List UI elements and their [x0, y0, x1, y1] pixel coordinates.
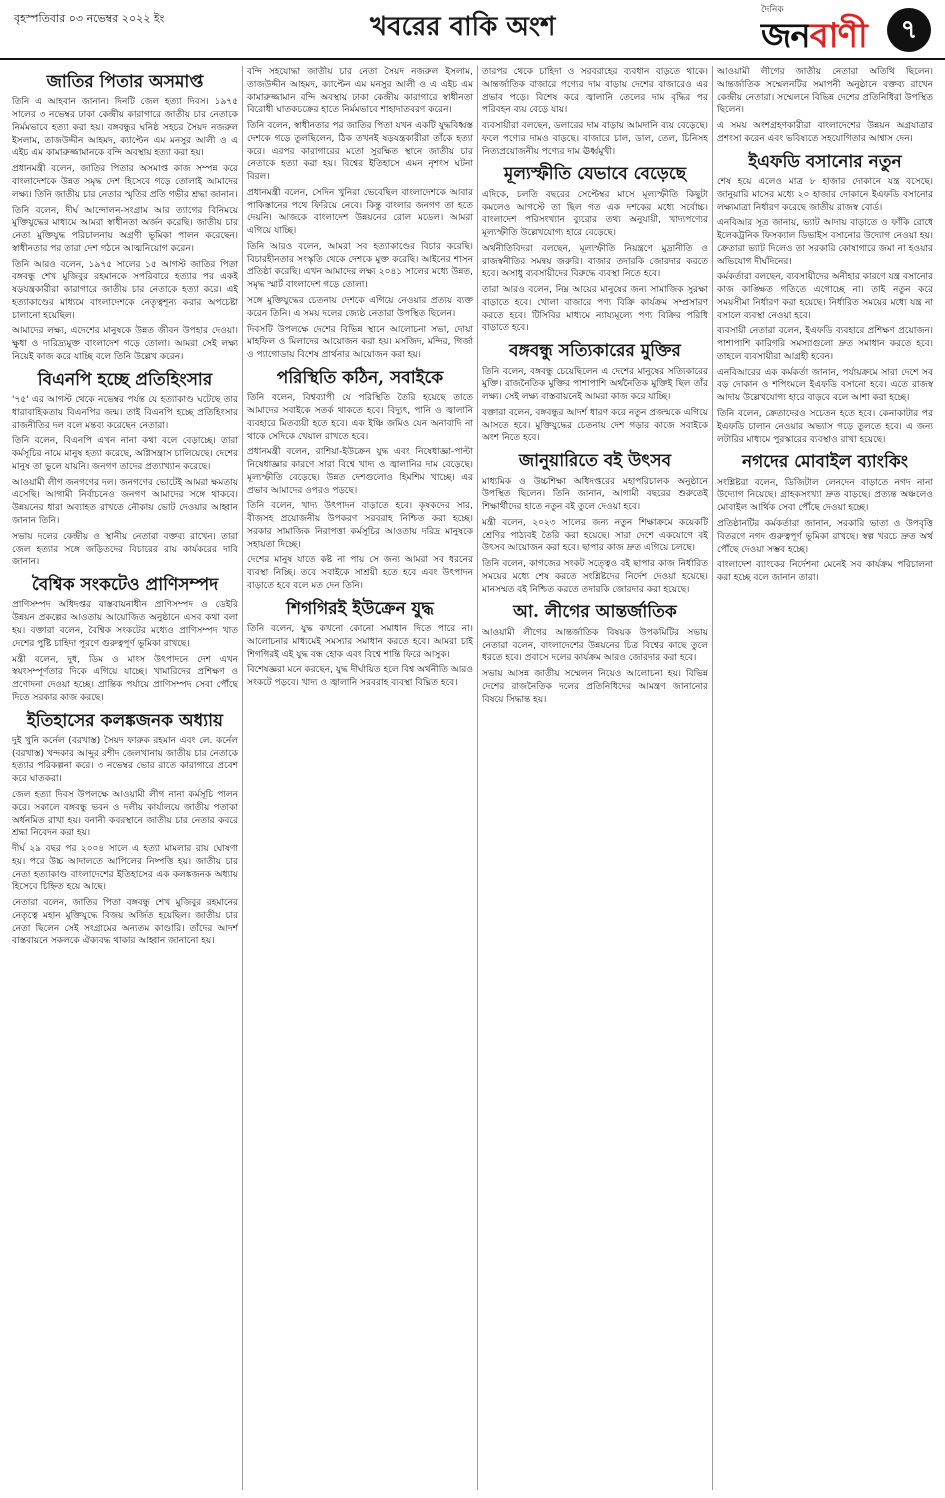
- news-article: [717, 66, 933, 146]
- article-headline: ইতিহাসের কলঙ্কজনক অধ্যায়: [26, 710, 224, 731]
- logo-small-text: দৈনিক: [761, 5, 784, 15]
- article-paragraph: তিনি আরও বলেন, ১৯৭৫ সালের ১৫ আগস্ট জাতির পিতা বঙ্গবন্ধু শেখ মুজিবুর রহমানকে সপরিবারে হত্যার পর একই ষড়যন্ত্রকারীরা কারাগারে জাতীয় চার নেতাকে হত্যা করে। এই হত্যাকাণ্ডের মাধ্যমে বাংলাদেশকে নেতৃত্বশূন্য করার অপচেষ্টা চালানো হয়েছিল।: [12, 259, 238, 321]
- article-paragraph: মাধ্যমিক ও উচ্চশিক্ষা অধিদপ্তরের মহাপরিচালক অনুষ্ঠানে উপস্থিত ছিলেন। তিনি জানান, আগামী বছরের শুরুতেই শিক্ষার্থীদের হাতে নতুন বই তুলে দেওয়া হবে।: [482, 476, 708, 513]
- article-paragraph: আওয়ামী লীগ জনগণের দল। জনগণের ভোটেই আমরা ক্ষমতায় এসেছি। আগামী নির্বাচনেও জনগণ আমাদের সঙ্গে থাকবে। উন্নয়নের ধারা অব্যাহত রাখতে নৌকায় ভোট দেওয়ার আহ্বান জানান তিনি।: [12, 477, 238, 526]
- news-article: [482, 164, 708, 335]
- article-paragraph: প্রধানমন্ত্রী বলেন, রাশিয়া-ইউক্রেন যুদ্ধ এবং নিষেধাজ্ঞা-পাল্টা নিষেধাজ্ঞার কারণে সারা বিশ্বে খাদ্য ও জ্বালানির দাম বেড়েছে। মূল্যস্ফীতি বেড়েছে। উন্নত দেশগুলোও হিমশিম খাচ্ছে। এর প্রভাব আমাদের ওপরও পড়ছে।: [247, 447, 473, 496]
- news-article: [12, 370, 238, 569]
- article-paragraph: শেষ হয়ে এলেও মাত্র ৮ হাজার দোকানে যন্ত্র বসেছে। জানুয়ারি মাসের মধ্যে ২০ হাজার দোকানে ইএফডি বসানোর লক্ষ্যমাত্রা নির্ধারণ করেছে জাতীয় রাজস্ব বোর্ড।: [717, 176, 933, 213]
- article-paragraph: প্রধানমন্ত্রী বলেন, সেদিন খুনিরা ভেবেছিল বাংলাদেশকে আবার পাকিস্তানের পথে ফিরিয়ে নেবে। কিন্তু বাংলার জনগণ তা হতে দেয়নি। আজকে বাংলাদেশ উন্নয়নের রোল মডেল। আমরা এগিয়ে যাচ্ছি।: [247, 187, 473, 237]
- article-paragraph: তিনি বলেন, কাগজের সংকট সত্ত্বেও বই ছাপার কাজ নির্ধারিত সময়ের মধ্যে শেষ করতে সংশ্লিষ্টদের নির্দেশ দেওয়া হয়েছে। মানসম্মত বই নিশ্চিত করতে তদারকি জোরদার করা হয়েছে।: [482, 559, 708, 595]
- article-paragraph: বক্তারা বলেন, বঙ্গবন্ধুর আদর্শ ধারণ করে নতুন প্রজন্মকে এগিয়ে আসতে হবে। মুক্তিযুদ্ধের চেতনায় দেশ গড়ার কাজে সবাইকে অংশ নিতে হবে।: [482, 407, 708, 444]
- article-headline: শিগগিরই ইউক্রেন যুদ্ধ: [286, 598, 434, 619]
- article-paragraph: কর্মকর্তারা বলছেন, ব্যবসায়ীদের অনীহার কারণে যন্ত্র বসানোর কাজ কাঙ্ক্ষিত গতিতে এগোচ্ছে না। তাই নতুন করে সময়সীমা নির্ধারণ করা হয়েছে। নির্ধারিত সময়ের মধ্যে যন্ত্র না বসালে ব্যবস্থা নেওয়া হবে।: [717, 272, 933, 321]
- article-paragraph: আওয়ামী লীগের আন্তর্জাতিক বিষয়ক উপকমিটির সভায় নেতারা বলেন, বাংলাদেশের উন্নয়নের চিত্র বিশ্বের কাছে তুলে ধরতে হবে। প্রবাসে দলের কার্যক্রম আরও জোরদার করা হবে।: [482, 627, 708, 664]
- article-paragraph: তিনি বলেন, দীর্ঘ আন্দোলন-সংগ্রাম আর ত্যাগের বিনিময়ে মুক্তিযুদ্ধের মাধ্যমে আমরা স্বাধীনতা অর্জন করেছি। জাতীয় চার নেতা মুক্তিযুদ্ধ পরিচালনায় অগ্রণী ভূমিকা পালন করেছেন। স্বাধীনতার পর তারা দেশ গঠনে আত্মনিয়োগ করেন।: [12, 205, 238, 254]
- news-article: [717, 452, 933, 585]
- article-headline: বিএনপি হচ্ছে প্রতিহিংসার: [37, 369, 213, 390]
- article-paragraph: আমাদের লক্ষ্য, এদেশের মানুষকে উন্নত জীবন উপহার দেওয়া। ক্ষুধা ও দারিদ্র্যমুক্ত বাংলাদেশ গড়ে তোলা। আমরা সেই লক্ষ্য নিয়েই কাজ করে যাচ্ছি বলে তিনি উল্লেখ করেন।: [12, 326, 238, 362]
- news-article: [482, 341, 708, 445]
- article-paragraph: সংশ্লিষ্টরা বলেন, ডিজিটাল লেনদেন বাড়াতে নগদ নানা উদ্যোগ নিয়েছে। গ্রাহকসংখ্যা দ্রুত বাড়ছে। প্রত্যন্ত অঞ্চলেও মোবাইল আর্থিক সেবা পৌঁছে দেওয়া হচ্ছে।: [717, 477, 933, 514]
- column-divider: [712, 66, 713, 1490]
- newspaper-logo: [751, 2, 931, 60]
- article-paragraph: দুই খুনি কর্নেল (বরখাস্ত) সৈয়দ ফারুক রহমান এবং লে. কর্নেল (বরখাস্ত) খন্দকার আব্দুর রশীদ জেলখানায় জাতীয় চার নেতাকে হত্যার পরিকল্পনা করে। ৩ নভেম্বর ভোর রাতে কারাগারে প্রবেশ করে ঘাতকরা।: [12, 735, 238, 785]
- news-article: [247, 66, 473, 362]
- article-headline: পরিস্থিতি কঠিন, সবাইকে: [276, 367, 444, 388]
- article-paragraph: তিনি বলেন, বিশ্বব্যাপী যে পরিস্থিতি তৈরি হয়েছে তাতে আমাদের সবাইকে সতর্ক থাকতে হবে। বিদ্যুৎ, পানি ও জ্বালানি ব্যবহারে মিতব্যয়ী হতে হবে। এক ইঞ্চি জমিও যেন অনাবাদি না থাকে সেদিকে খেয়াল রাখতে হবে।: [247, 393, 473, 442]
- article-paragraph: সভায় আসন্ন জাতীয় সম্মেলন নিয়েও আলোচনা হয়। বিভিন্ন দেশের রাজনৈতিক দলের প্রতিনিধিদের আমন্ত্রণ জানানোর বিষয়ে সিদ্ধান্ত হয়।: [482, 669, 708, 705]
- article-paragraph: সভায় দলের কেন্দ্রীয় ও স্থানীয় নেতারা বক্তব্য রাখেন। তারা জেল হত্যার সঙ্গে জড়িতদের বিচারের রায় কার্যকরের দাবি জানান।: [12, 531, 238, 568]
- news-article: [247, 368, 473, 593]
- article-paragraph: দেশের মানুষ যাতে কষ্ট না পায় সে জন্য আমরা সব ধরনের ব্যবস্থা নিচ্ছি। তবে সবাইকে সাশ্রয়ী হতে হবে এবং উৎপাদন বাড়াতে হবে বলে মত দেন তিনি।: [247, 555, 473, 591]
- article-paragraph: দীর্ঘ ২৯ বছর পর ২০০৪ সালে এ হত্যা মামলার রায় ঘোষণা হয়। পরে উচ্চ আদালতে আপিলের নিষ্পত্তি হয়। জাতীয় চার নেতা হত্যাকাণ্ড বাংলাদেশের ইতিহাসের এক কলঙ্কজনক অধ্যায় হিসেবে চিহ্নিত হয়ে আছে।: [12, 844, 238, 893]
- column-4: [717, 66, 933, 1490]
- article-paragraph: এদিকে, চলতি বছরের সেপ্টেম্বর মাসে মূল্যস্ফীতি কিছুটা কমলেও আগস্টে তা ছিল গত এক দশকের মধ্যে সর্বোচ্চ। বাংলাদেশ পরিসংখ্যান ব্যুরোর তথ্য অনুযায়ী, খাদ্যপণ্যের মূল্যস্ফীতি উল্লেখযোগ্য হারে বেড়েছে।: [482, 189, 708, 239]
- news-article: [247, 599, 473, 690]
- page-number-badge: ৭: [887, 8, 931, 52]
- column-2: [247, 66, 473, 1490]
- article-headline: আ. লীগের আন্তর্জাতিক: [513, 602, 677, 623]
- article-headline: নগদের মোবাইল ব্যাংকিং: [741, 452, 909, 473]
- article-paragraph: ব্যবসায়ী নেতারা বলেন, ইএফডি ব্যবহারে প্রশিক্ষণ প্রয়োজন। পাশাপাশি কারিগরি সমস্যাগুলো দ্রুত সমাধান করতে হবে। তাহলে ব্যবসায়ীরা আগ্রহী হবেন।: [717, 326, 933, 362]
- news-article: [482, 451, 708, 596]
- masthead: [0, 0, 945, 70]
- article-paragraph: বাংলাদেশ ব্যাংকের নির্দেশনা মেনেই সব কার্যক্রম পরিচালনা করা হচ্ছে বলে জানান তারা।: [717, 560, 933, 584]
- article-paragraph: এনবিআরের এক কর্মকর্তা জানান, পর্যায়ক্রমে সারা দেশে সব বড় দোকান ও শপিংমলে ইএফডি বসানো হবে। এতে রাজস্ব আদায় উল্লেখযোগ্য হারে বাড়বে বলে আশা করা হচ্ছে।: [717, 367, 933, 404]
- article-paragraph: আওয়ামী লীগের জাতীয় নেতারা অতিথি ছিলেন। আন্তর্জাতিক সম্মেলনটির সমাপনী অনুষ্ঠানে বক্তব্য রাখেন কেন্দ্রীয় নেতারা। সম্মেলনে বিভিন্ন দেশের প্রতিনিধিরা উপস্থিত ছিলেন।: [717, 67, 933, 116]
- column-divider: [242, 66, 243, 1490]
- news-article: [482, 66, 708, 158]
- article-paragraph: তারা আরও বলেন, নিম্ন আয়ের মানুষের জন্য সামাজিক সুরক্ষা বাড়াতে হবে। খোলা বাজারে পণ্য বিক্রি কার্যক্রম সম্প্রসারণ করতে হবে। টিসিবির মাধ্যমে ন্যায্যমূল্যে পণ্য বিক্রির পরিধি বাড়াতে হবে।: [482, 285, 708, 334]
- news-article: [717, 152, 933, 447]
- column-1: [12, 66, 238, 1490]
- article-headline: ইএফডি বসানোর নতুন: [748, 151, 902, 172]
- article-paragraph: তারপর থেকে চাহিদা ও সরবরাহের ব্যবধান বাড়তে থাকে। আন্তর্জাতিক বাজারে পণ্যের দাম বাড়ায় দেশের বাজারেও এর প্রভাব পড়ে। বিশেষ করে জ্বালানি তেলের দাম বৃদ্ধির পর পরিবহন ব্যয় বেড়ে যায়।: [482, 67, 708, 116]
- article-headline: বৈশ্বিক সংকটেও প্রাণিসম্পদ: [31, 575, 219, 596]
- article-paragraph: জেল হত্যা দিবস উপলক্ষে আওয়ামী লীগ নানা কর্মসূচি পালন করে। সকালে বঙ্গবন্ধু ভবন ও দলীয় কার্যালয়ে জাতীয় পতাকা অর্ধনমিত রাখা হয়। বনানী কবরস্থানে জাতীয় চার নেতার কবরে শ্রদ্ধা নিবেদন করা হয়।: [12, 790, 238, 839]
- article-paragraph: ব্যবসায়ীরা বলছেন, ডলারের দাম বাড়ায় আমদানি ব্যয় বেড়েছে। ফলে পণ্যের দামও বাড়ছে। বাজারে চাল, ডাল, তেল, চিনিসহ নিত্যপ্রয়োজনীয় পণ্যের দাম ঊর্ধ্বমুখী।: [482, 121, 708, 157]
- article-paragraph: নেতারা বলেন, জাতির পিতা বঙ্গবন্ধু শেখ মুজিবুর রহমানের নেতৃত্বে মহান মুক্তিযুদ্ধে বিজয় অর্জিত হয়েছিল। জাতীয় চার নেতা ছিলেন সেই সংগ্রামের অন্যতম কাণ্ডারি। তাঁদের আদর্শ বাস্তবায়নে সকলকে ঐক্যবদ্ধ থাকার আহ্বান জানানো হয়।: [12, 898, 238, 947]
- article-paragraph: এ সময় অংশগ্রহণকারীরা বাংলাদেশের উন্নয়ন অগ্রযাত্রার প্রশংসা করেন এবং ভবিষ্যতে সহযোগিতার আশ্বাস দেন।: [717, 121, 933, 144]
- article-paragraph: প্রাণিসম্পদ অধিদপ্তর বাস্তবায়নাধীন প্রাণিসম্পদ ও ডেইরি উন্নয়ন প্রকল্পের আওতায় আয়োজিত অনুষ্ঠানে এসব কথা বলা হয়। বক্তারা বলেন, বৈশ্বিক সংকটের মধ্যেও প্রাণিসম্পদ খাত দেশের পুষ্টি চাহিদা পূরণে গুরুত্বপূর্ণ ভূমিকা রাখছে।: [12, 600, 238, 649]
- logo-part-1: জন: [761, 16, 810, 56]
- article-headline: মূল্যস্ফীতি যেভাবে বেড়েছে: [503, 164, 687, 185]
- article-paragraph: তিনি বলেন, খাদ্য উৎপাদন বাড়াতে হবে। কৃষকদের সার, বীজসহ প্রয়োজনীয় উপকরণ সরবরাহ নিশ্চিত করা হচ্ছে। সরকার সামাজিক নিরাপত্তা কর্মসূচির আওতায় দরিদ্র মানুষকে সহায়তা দিচ্ছে।: [247, 501, 473, 550]
- article-paragraph: এনবিআর সূত্র জানায়, ভ্যাট আদায় বাড়াতে ও ফাঁকি রোধে ইলেকট্রনিক ফিসক্যাল ডিভাইস বসানোর উদ্যোগ নেওয়া হয়। ক্রেতারা ভ্যাট দিলেও তা সরকারি কোষাগারে জমা না হওয়ার অভিযোগ দীর্ঘদিনের।: [717, 218, 933, 267]
- news-article: [12, 711, 238, 949]
- article-paragraph: বন্দি সহযোদ্ধা জাতীয় চার নেতা সৈয়দ নজরুল ইসলাম, তাজউদ্দীন আহমদ, ক্যাপ্টেন এম মনসুর আলী ও এ এইচ এম কামারুজ্জামান বন্দি অবস্থায় ঢাকা কেন্দ্রীয় কারাগারে স্বাধীনতা বিরোধী ঘাতকচক্রের হাতে নির্মমভাবে শাহাদাতবরণ করেন।: [247, 67, 473, 116]
- article-headline: জানুয়ারিতে বই উৎসব: [518, 451, 672, 472]
- article-paragraph: অর্থনীতিবিদরা বলছেন, মূল্যস্ফীতি নিয়ন্ত্রণে মুদ্রানীতি ও রাজস্বনীতির সমন্বয় জরুরি। বাজার তদারকি জোরদার করতে হবে। অসাধু ব্যবসায়ীদের বিরুদ্ধে ব্যবস্থা নিতে হবে।: [482, 243, 708, 280]
- article-paragraph: প্রতিষ্ঠানটির কর্মকর্তারা জানান, সরকারি ভাতা ও উপবৃত্তি বিতরণে নগদ গুরুত্বপূর্ণ ভূমিকা রাখছে। স্বল্প খরচে দ্রুত অর্থ পৌঁছে দেওয়া সম্ভব হচ্ছে।: [717, 518, 933, 555]
- article-paragraph: প্রধানমন্ত্রী বলেন, জাতির পিতার অসমাপ্ত কাজ সম্পন্ন করে বাংলাদেশকে উন্নত সমৃদ্ধ দেশ হিসেবে গড়ে তোলাই আমাদের লক্ষ্য। তিনি জাতীয় চার নেতার স্মৃতির প্রতি গভীর শ্রদ্ধা জানান।: [12, 164, 238, 200]
- news-article: [482, 602, 708, 706]
- article-paragraph: তিনি বলেন, বিএনপি এখন নানা কথা বলে বেড়াচ্ছে। তারা কর্মসূচির নামে মানুষ হত্যা করেছে, অগ্নিসন্ত্রাস চালিয়েছে। দেশের মানুষ তা ভুলে যায়নি। জনগণ তাদের প্রত্যাখ্যান করেছে।: [12, 436, 238, 472]
- logo-part-2: বাণী: [809, 16, 867, 56]
- article-paragraph: সঙ্গে মুক্তিযুদ্ধের চেতনায় দেশকে এগিয়ে নেওয়ার প্রত্যয় ব্যক্ত করেন তিনি। এ সময় দলের জ্যেষ্ঠ নেতারা উপস্থিত ছিলেন।: [247, 296, 473, 319]
- column-divider: [477, 66, 478, 1490]
- article-paragraph: দিবসটি উপলক্ষে দেশের বিভিন্ন স্থানে আলোচনা সভা, দোয়া মাহফিল ও মিলাদের আয়োজন করা হয়। মসজিদ, মন্দির, গির্জা ও প্যাগোডায় বিশেষ প্রার্থনার আয়োজন করা হয়।: [247, 324, 473, 361]
- article-paragraph: '৭৫' এর আগস্ট থেকে নভেম্বর পর্যন্ত যে হত্যাকাণ্ড ঘটেছে তার ধারাবাহিকতায় বিএনপির জন্ম। তাই বিএনপি হচ্ছে প্রতিহিংসার রাজনীতির দল বলে মন্তব্য করেছেন নেতারা।: [12, 395, 238, 431]
- article-paragraph: তিনি বলেন, বঙ্গবন্ধু চেয়েছিলেন এ দেশের মানুষের সত্যিকারের মুক্তি। রাজনৈতিক মুক্তির পাশাপাশি অর্থনৈতিক মুক্তিই ছিল তাঁর লক্ষ্য। সেই লক্ষ্য বাস্তবায়নেই আমরা কাজ করে যাচ্ছি।: [482, 366, 708, 403]
- article-paragraph: তিনি আরও বলেন, আমরা সব হত্যাকাণ্ডের বিচার করেছি। বিচারহীনতার সংস্কৃতি থেকে দেশকে মুক্ত করেছি। আইনের শাসন প্রতিষ্ঠা করেছি। এখন আমাদের লক্ষ্য ২০৪১ সালের মধ্যে উন্নত, সমৃদ্ধ স্মার্ট বাংলাদেশ গড়ে তোলা।: [247, 241, 473, 291]
- news-article: [12, 575, 238, 705]
- section-title: খবরের বাকি অংশ: [370, 12, 556, 42]
- article-headline: জাতির পিতার অসমাপ্ত: [46, 72, 204, 92]
- news-article: [12, 72, 238, 364]
- article-paragraph: বিশেষজ্ঞরা মনে করছেন, যুদ্ধ দীর্ঘায়িত হলে বিশ্ব অর্থনীতি আরও সংকটে পড়বে। খাদ্য ও জ্বালানি সরবরাহ ব্যবস্থা বিঘ্নিত হবে।: [247, 665, 473, 689]
- masthead-rule: [0, 58, 945, 60]
- date-line: বৃহস্পতিবার ০৩ নভেম্বর ২০২২ ইং: [14, 12, 165, 25]
- article-paragraph: তিনি এ আহবান জানান। দিনটি জেল হত্যা দিবস। ১৯৭৫ সালের ৩ নভেম্বর ঢাকা কেন্দ্রীয় কারাগারে জাতীয় চার নেতাকে নির্মমভাবে হত্যা করা হয়। বঙ্গবন্ধুর ঘনিষ্ঠ সহচর সৈয়দ নজরুল ইসলাম, তাজউদ্দীন আহমদ, ক্যাপ্টেন এম মনসুর আলী ও এ এইচ এম কামারুজ্জামানকে বন্দি অবস্থায় হত্যা করা হয়।: [12, 97, 238, 159]
- column-3: [482, 66, 708, 1490]
- article-paragraph: মন্ত্রী বলেন, দুধ, ডিম ও মাংস উৎপাদনে দেশ এখন স্বয়ংসম্পূর্ণতার দিকে এগিয়ে যাচ্ছে। খামারিদের প্রশিক্ষণ ও প্রণোদনা দেওয়া হচ্ছে। প্রান্তিক পর্যায়ে প্রাণিসম্পদ সেবা পৌঁছে দিতে সরকার কাজ করছে।: [12, 654, 238, 703]
- article-headline: বঙ্গবন্ধু সত্যিকারের মুক্তির: [509, 341, 681, 362]
- article-paragraph: মন্ত্রী বলেন, ২০২৩ সালের জন্য নতুন শিক্ষাক্রমে কয়েকটি শ্রেণির পাঠ্যবই তৈরি করা হয়েছে। সারা দেশে একযোগে বই উৎসব আয়োজন করা হবে। ছাপার কাজ দ্রুত এগিয়ে চলছে।: [482, 517, 708, 554]
- article-paragraph: তিনি বলেন, স্বাধীনতার পর জাতির পিতা যখন একটি যুদ্ধবিধ্বস্ত দেশকে গড়ে তুলছিলেন, ঠিক তখনই ষড়যন্ত্রকারীরা তাঁকে হত্যা করে। এরপর কারাগারের মতো সুরক্ষিত স্থানে জাতীয় চার নেতাকে হত্যা করা হয়। বিশ্বের ইতিহাসে এমন নৃশংস ঘটনা বিরল।: [247, 121, 473, 183]
- article-paragraph: তিনি বলেন, ক্রেতাদেরও সচেতন হতে হবে। কেনাকাটার পর ইএফডি চালান নেওয়ার অভ্যাস গড়ে তুলতে হবে। এ জন্য লটারির মাধ্যমে পুরস্কারের ব্যবস্থাও রাখা হয়েছে।: [717, 409, 933, 445]
- article-paragraph: তিনি বলেন, যুদ্ধ কখনো কোনো সমাধান দিতে পারে না। আলোচনার মাধ্যমেই সমস্যার সমাধান করতে হবে। আমরা চাই শিগগিরই এই যুদ্ধ বন্ধ হোক এবং বিশ্বে শান্তি ফিরে আসুক।: [247, 624, 473, 660]
